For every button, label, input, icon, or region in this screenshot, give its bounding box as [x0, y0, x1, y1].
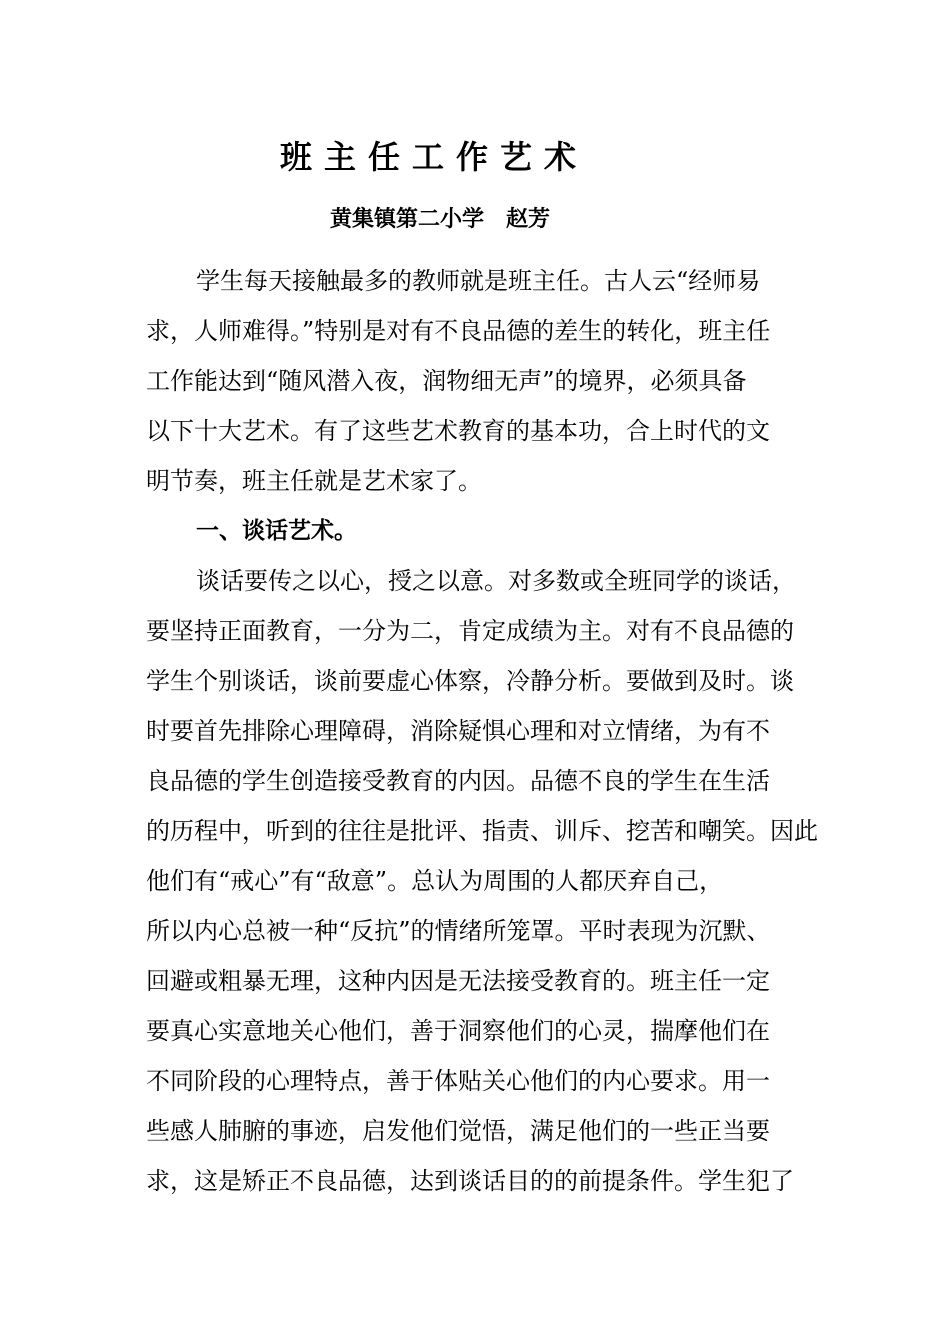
paragraph-line: 工作能达到“随风潜入夜，润物细无声”的境界，必须具备	[146, 367, 747, 395]
paragraph-line: 回避或粗暴无理，这种内因是无法接受教育的。班主任一定	[146, 967, 770, 995]
document-body	[146, 256, 826, 1206]
paragraph-line: 不同阶段的心理特点，善于体贴关心他们的内心要求。用一	[146, 1067, 770, 1095]
paragraph-line: 学生个别谈话，谈前要虚心体察，冷静分析。要做到及时。谈	[146, 667, 794, 695]
paragraph-line: 的历程中，听到的往往是批评、指责、训斥、挖苦和嘲笑。因此	[146, 817, 818, 845]
paragraph-line: 时要首先排除心理障碍，消除疑惧心理和对立情绪，为有不	[146, 717, 770, 745]
paragraph-line: 些感人肺腑的事迹，启发他们觉悟，满足他们的一些正当要	[146, 1117, 770, 1145]
section-heading: 一、谈话艺术。	[196, 518, 357, 544]
author-school: 黄集镇第二小学	[329, 207, 484, 232]
paragraph-line: 求，人师难得。”特别是对有不良品德的差生的转化，班主任	[146, 317, 771, 345]
paragraph-line: 所以内心总被一种“反抗”的情绪所笼罩。平时表现为沉默、	[146, 917, 771, 945]
author-line	[0, 200, 880, 240]
document-title: 班主任工作艺术	[279, 138, 588, 176]
paragraph-line: 学生每天接触最多的教师就是班主任。古人云“经师易	[196, 267, 761, 295]
paragraph-line: 要真心实意地关心他们，善于洞察他们的心灵，揣摩他们在	[146, 1017, 770, 1045]
paragraph-line: 他们有“戒心”有“敌意”。总认为周围的人都厌弃自己，	[146, 867, 724, 895]
paragraph-line: 明节奏，班主任就是艺术家了。	[146, 467, 482, 495]
paragraph-line: 良品德的学生创造接受教育的内因。品德不良的学生在生活	[146, 767, 770, 795]
paragraph-line: 以下十大艺术。有了这些艺术教育的基本功，合上时代的文	[146, 417, 770, 445]
author-name: 赵芳	[506, 207, 551, 232]
paragraph-line: 要坚持正面教育，一分为二，肯定成绩为主。对有不良品德的	[146, 617, 794, 645]
paragraph-line: 求，这是矫正不良品德，达到谈话目的的前提条件。学生犯了	[146, 1167, 794, 1195]
paragraph-line: 谈话要传之以心，授之以意。对多数或全班同学的谈话，	[196, 567, 796, 595]
